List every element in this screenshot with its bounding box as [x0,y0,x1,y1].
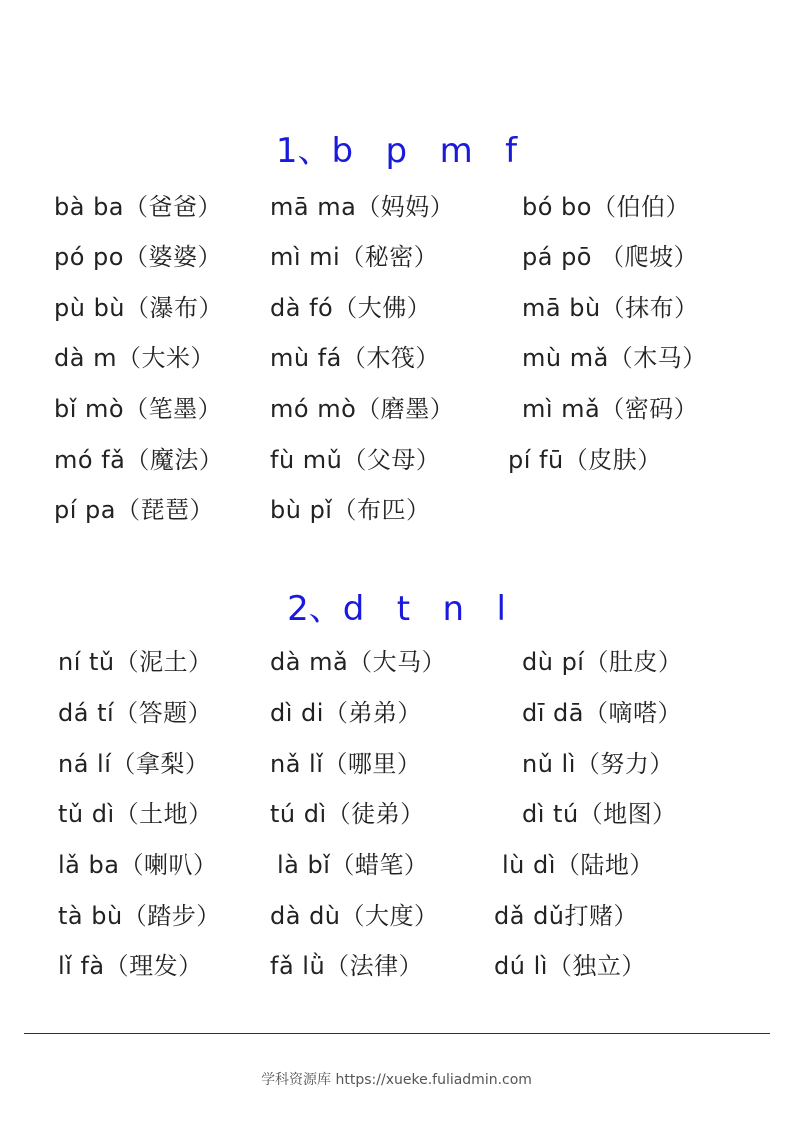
word-entry: bó bo（伯伯） [522,193,690,221]
word-entry: tú dì（徒弟） [270,800,425,828]
word-entry: bǐ mò（笔墨） [54,395,223,423]
word-entry: dì tú（地图） [522,800,677,828]
word-entry: là bǐ（蜡笔） [277,851,429,879]
word-entry: lù dì（陆地） [502,851,654,879]
word-entry: mù fá（木筏） [270,344,440,372]
word-entry: nǔ lì（努力） [522,750,674,778]
word-entry: mó fǎ（魔法） [54,446,224,474]
word-entry: pí pa（琵琶） [54,496,214,524]
word-entry: ní tǔ（泥土） [58,648,213,676]
word-entry: mā bù（抹布） [522,294,699,322]
word-entry: dú lì（独立） [494,952,646,980]
word-entry: dá tí（答题） [58,699,213,727]
word-entry: mì mǎ（密码） [522,395,699,423]
word-entry: dà mǎ（大马） [270,648,447,676]
word-entry: dà fó（大佛） [270,294,432,322]
word-entry: dì di（弟弟） [270,699,422,727]
word-entry: ná lí（拿梨） [58,750,210,778]
word-entry: pù bù（瀑布） [54,294,224,322]
word-entry: bù pǐ（布匹） [270,496,431,524]
word-entry: fǎ lǜ（法律） [270,952,424,980]
word-entry: bà ba（爸爸） [54,193,223,221]
word-entry: tǔ dì（土地） [58,800,213,828]
word-entry: mù mǎ（木马） [522,344,707,372]
word-entry: pí fū（皮肤） [508,446,662,474]
word-entry: dī dā（嘀嗒） [522,699,682,727]
word-entry: lǐ fà（理发） [58,952,203,980]
word-entry: nǎ lǐ（哪里） [270,750,422,778]
word-entry: fù mǔ（父母） [270,446,441,474]
word-entry: dǎ dǔ打赌） [494,902,639,930]
word-entry: pá pō （爬坡） [522,243,699,271]
section-title-bpmf: 1、b p m f [275,131,518,171]
word-entry: mā ma（妈妈） [270,193,455,221]
word-entry: dù pí（肚皮） [522,648,683,676]
word-entry: mó mò（磨墨） [270,395,455,423]
word-entry: dà m（大米） [54,344,215,372]
word-entry: mì mi（秘密） [270,243,439,271]
word-entry: pó po（婆婆） [54,243,222,271]
word-entry: tà bù（踏步） [58,902,221,930]
section-title-dtnl: 2、d t n l [287,589,506,629]
word-entry: dà dù（大度） [270,902,439,930]
word-entry: lǎ ba（喇叭） [58,851,218,879]
footer-divider [24,1033,770,1034]
footer-source: 学科资源库 https://xueke.fuliadmin.com [261,1072,532,1088]
